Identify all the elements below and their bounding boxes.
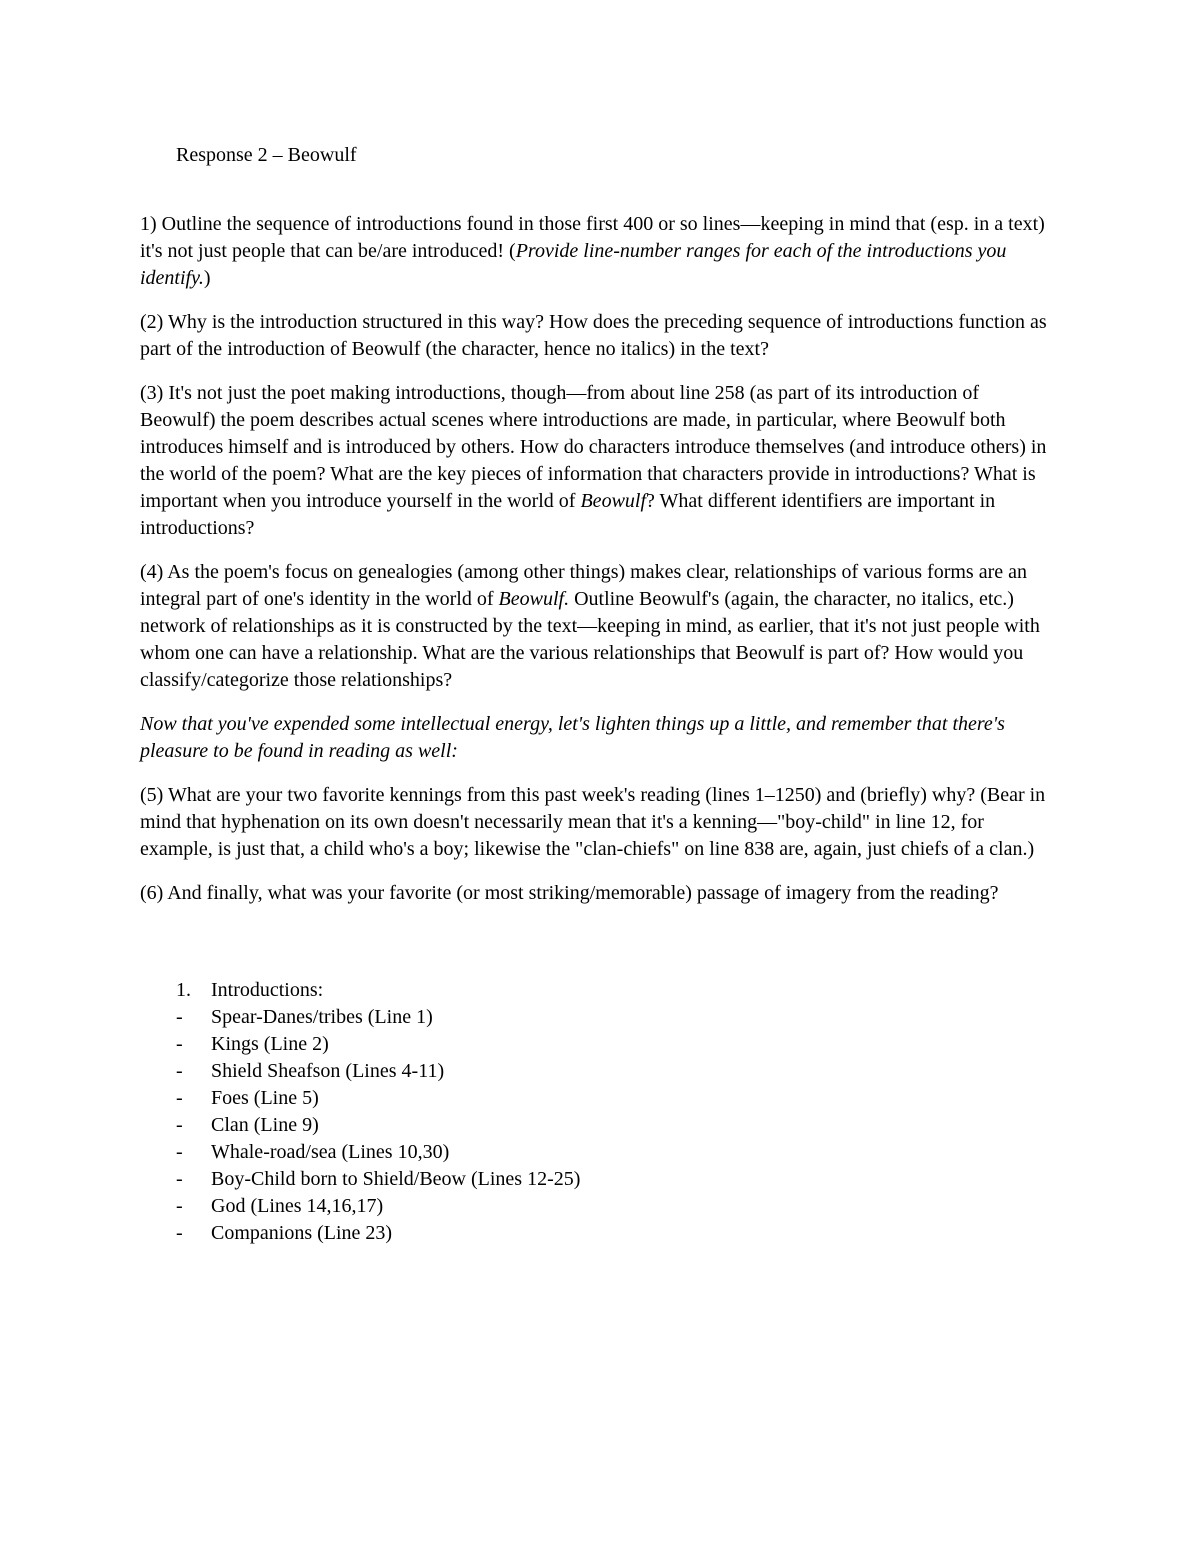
bullet-dash: -	[176, 1168, 183, 1190]
list-item	[140, 1058, 1060, 1085]
question-3	[140, 380, 1055, 542]
bullet-dash: -	[176, 1141, 183, 1163]
bullet-dash: -	[176, 1033, 183, 1055]
list-item	[140, 1166, 1060, 1193]
list-item	[140, 1031, 1060, 1058]
question-1-end: )	[203, 267, 211, 289]
list-number: 1.	[176, 979, 191, 1001]
question-1-text: 1) Outline the sequence of introductions found in those first 400 or so lines—keeping in mind that (esp. in a text) it's not just people that can be/are introduced! (	[140, 213, 1045, 262]
question-4	[140, 559, 1055, 694]
question-6: (6) And finally, what was your favorite (or most striking/memorable) passage of imagery from the reading?	[140, 882, 999, 904]
answer-items	[140, 1004, 1060, 1247]
document-title: Response 2 – Beowulf	[176, 144, 357, 166]
interlude-note: Now that you've expended some intellectual energy, let's lighten things up a little, and remember that there's pleasure to be found in reading as well:	[140, 713, 1005, 762]
list-item-text: Foes (Line 5)	[211, 1087, 319, 1109]
list-item-text: Companions (Line 23)	[211, 1222, 393, 1244]
question-3-text-end: ? What different identifiers are important in introductions?	[140, 490, 996, 539]
list-item	[140, 1193, 1060, 1220]
list-item-text: Shield Sheafson (Lines 4-11)	[211, 1060, 445, 1082]
question-5: (5) What are your two favorite kennings from this past week's reading (lines 1–1250) and (briefly) why? (Bear in mind that hyphenation on its own doesn't necessarily mean that it's a kenning—"boy-child" in line 12, for example, is just that, a child who's a boy; likewise the "clan-chiefs" on line 838 are, again, just chiefs of a clan.)	[140, 784, 1046, 860]
list-item	[140, 1139, 1060, 1166]
question-2: (2) Why is the introduction structured in this way? How does the preceding sequence of introductions function as part of the introduction of Beowulf (the character, hence no italics) in the text?	[140, 311, 1047, 360]
list-item-text: Boy-Child born to Shield/Beow (Lines 12-25)	[211, 1168, 581, 1190]
question-3-italic: Beowulf	[580, 490, 647, 512]
list-item	[140, 1220, 1060, 1247]
question-4-text: (4) As the poem's focus on genealogies (among other things) makes clear, relationships of various forms are an integral part of one's identity in the world of	[140, 561, 1028, 610]
bullet-dash: -	[176, 1087, 183, 1109]
list-item	[140, 1085, 1060, 1112]
question-4-text-end: Outline Beowulf's (again, the character, no italics, etc.) network of relationships as it is constructed by the text—keeping in mind, as earlier, that it's not just people with whom one can have a relationship. What are the various relationships that Beowulf is part of? How would you classify/categorize those relationships?	[140, 588, 1040, 691]
list-item-text: Clan (Line 9)	[211, 1114, 319, 1136]
list-item-text: God (Lines 14,16,17)	[211, 1195, 384, 1217]
answers-list	[140, 977, 1060, 1247]
bullet-dash: -	[176, 1114, 183, 1136]
list-item-text: Spear-Danes/tribes (Line 1)	[211, 1006, 433, 1028]
question-3-text: (3) It's not just the poet making introductions, though—from about line 258 (as part of its introduction of Beowulf) the poem describes actual scenes where introductions are made, in particular, where Beowulf both introduces himself and is introduced by others. How do characters introduce themselves (and introduce others) in the world of the poem? What are the key pieces of information that characters provide in introductions? What is important when you introduce yourself in the world of	[140, 382, 1047, 512]
answer-heading: Introductions:	[211, 979, 324, 1001]
list-item-text: Kings (Line 2)	[211, 1033, 329, 1055]
question-4-italic: Beowulf.	[498, 588, 570, 610]
list-item	[140, 1112, 1060, 1139]
list-item-text: Whale-road/sea (Lines 10,30)	[211, 1141, 450, 1163]
bullet-dash: -	[176, 1006, 183, 1028]
bullet-dash: -	[176, 1195, 183, 1217]
answer-heading-row	[140, 977, 1060, 1004]
list-item	[140, 1004, 1060, 1031]
bullet-dash: -	[176, 1222, 183, 1244]
question-1-italic: Provide line-number ranges for each of the introductions you identify.	[140, 240, 1007, 289]
question-1	[140, 211, 1055, 292]
bullet-dash: -	[176, 1060, 183, 1082]
